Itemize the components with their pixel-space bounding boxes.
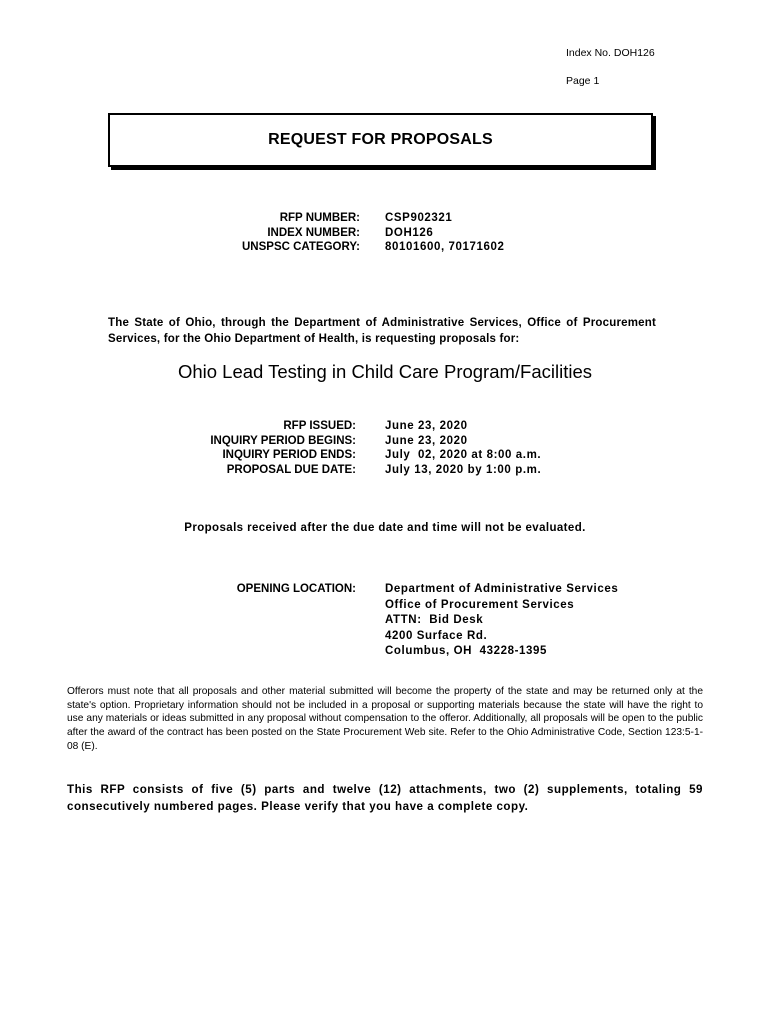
rfp-number-row — [200, 211, 505, 226]
rfp-number-value: CSP902321 — [385, 212, 453, 224]
inquiry-ends-label: INQUIRY PERIOD ENDS: — [222, 449, 356, 462]
late-proposal-notice: Proposals received after the due date and time will not be evaluated. — [184, 522, 586, 534]
address-line: Office of Procurement Services — [385, 598, 575, 611]
opening-location-block — [160, 582, 618, 660]
rfp-issued-row — [160, 419, 541, 434]
index-number-header: Index No. DOH126 — [566, 47, 655, 59]
inquiry-ends-row — [160, 448, 541, 463]
rfp-contents-paragraph: This RFP consists of five (5) parts and twelve (12) attachments, two (2) supplements, totaling 59 consecutively numbered pages. Please verify that you have a complete copy. — [67, 783, 703, 813]
inquiry-begins-label: INQUIRY PERIOD BEGINS: — [210, 434, 356, 447]
program-title: Ohio Lead Testing in Child Care Program/Facilities — [177, 361, 593, 382]
opening-location-row — [160, 582, 618, 660]
inquiry-ends-value: July 02, 2020 at 8:00 a.m. — [385, 449, 542, 462]
address-line: Department of Administrative Services — [385, 583, 619, 595]
intro-paragraph: The State of Ohio, through the Department of Administrative Services, Office of Procurement Services, for the Ohio Department of Health, is requesting proposals for: — [108, 317, 656, 345]
address-line: Columbus, OH 43228-1395 — [385, 645, 548, 658]
opening-location-address — [385, 582, 618, 660]
title-box — [108, 113, 653, 167]
address-line: ATTN: Bid Desk — [385, 614, 484, 627]
index-number-value: DOH126 — [385, 226, 434, 239]
document-title: REQUEST FOR PROPOSALS — [268, 131, 493, 148]
proposal-due-value: July 13, 2020 by 1:00 p.m. — [385, 463, 542, 476]
unspsc-category-value: 80101600, 70171602 — [385, 241, 505, 254]
inquiry-begins-value: June 23, 2020 — [385, 434, 468, 447]
index-number-row — [200, 226, 505, 241]
offerors-notice-paragraph: Offerors must note that all proposals and other material submitted will become the property of the state and may be returned only at the state's option. Proprietary information should not be included in a proposal or supporting materials because the state will have the right to use any materials or ideas submitted in any proposal without compensation to the offeror. Additionally, all proposals will be open to the public after the award of the contract has been posted on the State Procurement Web site. Refer to the Ohio Administrative Code, Section 123:5-1-08 (E). — [67, 686, 703, 752]
proposal-due-row — [160, 463, 541, 478]
address-line: 4200 Surface Rd. — [385, 629, 488, 642]
index-number-label: INDEX NUMBER: — [267, 226, 360, 239]
rfp-info-block — [200, 211, 505, 255]
rfp-issued-label: RFP ISSUED: — [283, 420, 356, 432]
rfp-number-label: RFP NUMBER: — [279, 212, 360, 224]
opening-location-label: OPENING LOCATION: — [236, 583, 356, 595]
page-number: Page 1 — [566, 75, 600, 87]
unspsc-category-label: UNSPSC CATEGORY: — [242, 241, 360, 254]
rfp-issued-value: June 23, 2020 — [385, 420, 468, 432]
proposal-due-label: PROPOSAL DUE DATE: — [226, 463, 356, 476]
dates-block — [160, 419, 541, 477]
unspsc-category-row — [200, 240, 505, 255]
inquiry-begins-row — [160, 434, 541, 449]
